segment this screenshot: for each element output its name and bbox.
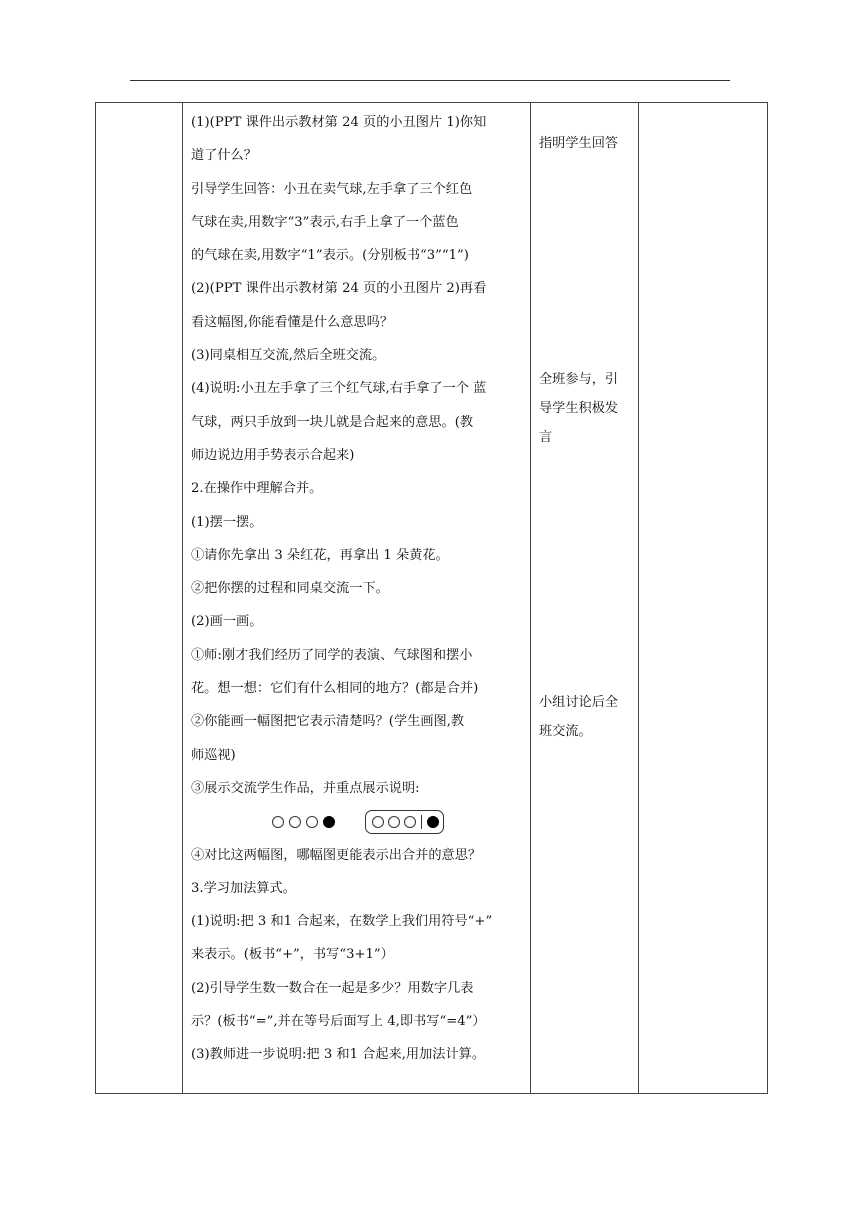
text-line: (2)(PPT 课件出示教材第 24 页的小丑图片 2)再看: [191, 281, 487, 297]
side-note-1: 指明学生回答: [539, 136, 619, 151]
text-line: 引导学生回答：小丑在卖气球,左手拿了三个红色: [191, 181, 473, 197]
text-line: (3)教师进一步说明:把 3 和1 合起来,用加法计算。: [191, 1047, 486, 1063]
merged-dots-group: [365, 810, 444, 834]
header-rule: [130, 80, 730, 81]
text-line: ④对比这两幅图，哪幅图更能表示出合并的意思？: [191, 847, 482, 863]
merge-diagram: [191, 805, 524, 838]
text-line: ②你能画一幅图把它表示清楚吗？(学生画图,教: [191, 714, 465, 730]
open-circle-icon: [306, 816, 318, 828]
filled-circle-icon: [323, 816, 335, 828]
text-line: 的气球在卖,用数字“1”表示。(分别板书“3”“1”): [191, 248, 469, 264]
open-circle-icon: [404, 816, 416, 828]
text-line: 看这幅图,你能看懂是什么意思吗？: [191, 314, 394, 330]
text-line: ①请你先拿出 3 朵红花，再拿出 1 朵黄花。: [191, 547, 449, 563]
text-line: ③展示交流学生作品，并重点展示说明:: [191, 780, 420, 796]
side-note-3b: 班交流。: [539, 724, 592, 739]
text-line: (4)说明:小丑左手拿了三个红气球,右手拿了一个 蓝: [191, 381, 487, 397]
text-line: 2.在操作中理解合并。: [191, 481, 323, 497]
text-line: (1)摆一摆。: [191, 514, 263, 530]
teaching-process-text: [183, 103, 530, 1072]
open-circle-icon: [388, 816, 400, 828]
teaching-process-cell: [183, 103, 531, 1094]
empty-left-cell: [96, 103, 183, 1094]
text-line: 师巡视): [191, 747, 236, 763]
divider-bar: [421, 815, 422, 829]
text-line: (2)画一画。: [191, 614, 263, 630]
text-line: 师边说边用手势表示合起来): [191, 447, 355, 463]
side-note-2b: 导学生积极发: [539, 401, 619, 416]
text-line: (1)说明:把 3 和1 合起来，在数学上我们用符号“+”: [191, 914, 493, 930]
text-line: 3.学习加法算式。: [191, 880, 296, 896]
text-line: (2)引导学生数一数合在一起是多少？用数字几表: [191, 980, 474, 996]
student-activity-cell: [531, 103, 639, 1094]
text-line: 示？(板书“=”,并在等号后面写上 4,即书写“=4”）: [191, 1014, 486, 1030]
text-line: ②把你摆的过程和同桌交流一下。: [191, 581, 389, 597]
side-note-2a: 全班参与，引: [539, 372, 619, 387]
text-line: (3)同桌相互交流,然后全班交流。: [191, 348, 386, 364]
separate-dots-group: [272, 816, 335, 828]
filled-circle-icon: [427, 816, 439, 828]
open-circle-icon: [372, 816, 384, 828]
text-line: 道了什么？: [191, 148, 257, 164]
open-circle-icon: [289, 816, 301, 828]
text-line: 气球，两只手放到一块儿就是合起来的意思。(教: [191, 414, 474, 430]
lesson-plan-table: [95, 102, 768, 1094]
text-line: (1)(PPT 课件出示教材第 24 页的小丑图片 1)你知: [191, 115, 487, 130]
side-note-3a: 小组讨论后全: [539, 695, 619, 710]
empty-right-cell: [639, 103, 768, 1094]
side-note-2c: 言: [539, 430, 553, 445]
text-line: 来表示。(板书“+”，书写“3+1”）: [191, 947, 394, 963]
text-line: 气球在卖,用数字“3”表示,右手上拿了一个蓝色: [191, 214, 459, 230]
text-line: 花。想一想：它们有什么相同的地方？(都是合并): [191, 681, 479, 697]
open-circle-icon: [272, 816, 284, 828]
text-line: ①师:刚才我们经历了同学的表演、气球图和摆小: [191, 647, 473, 663]
